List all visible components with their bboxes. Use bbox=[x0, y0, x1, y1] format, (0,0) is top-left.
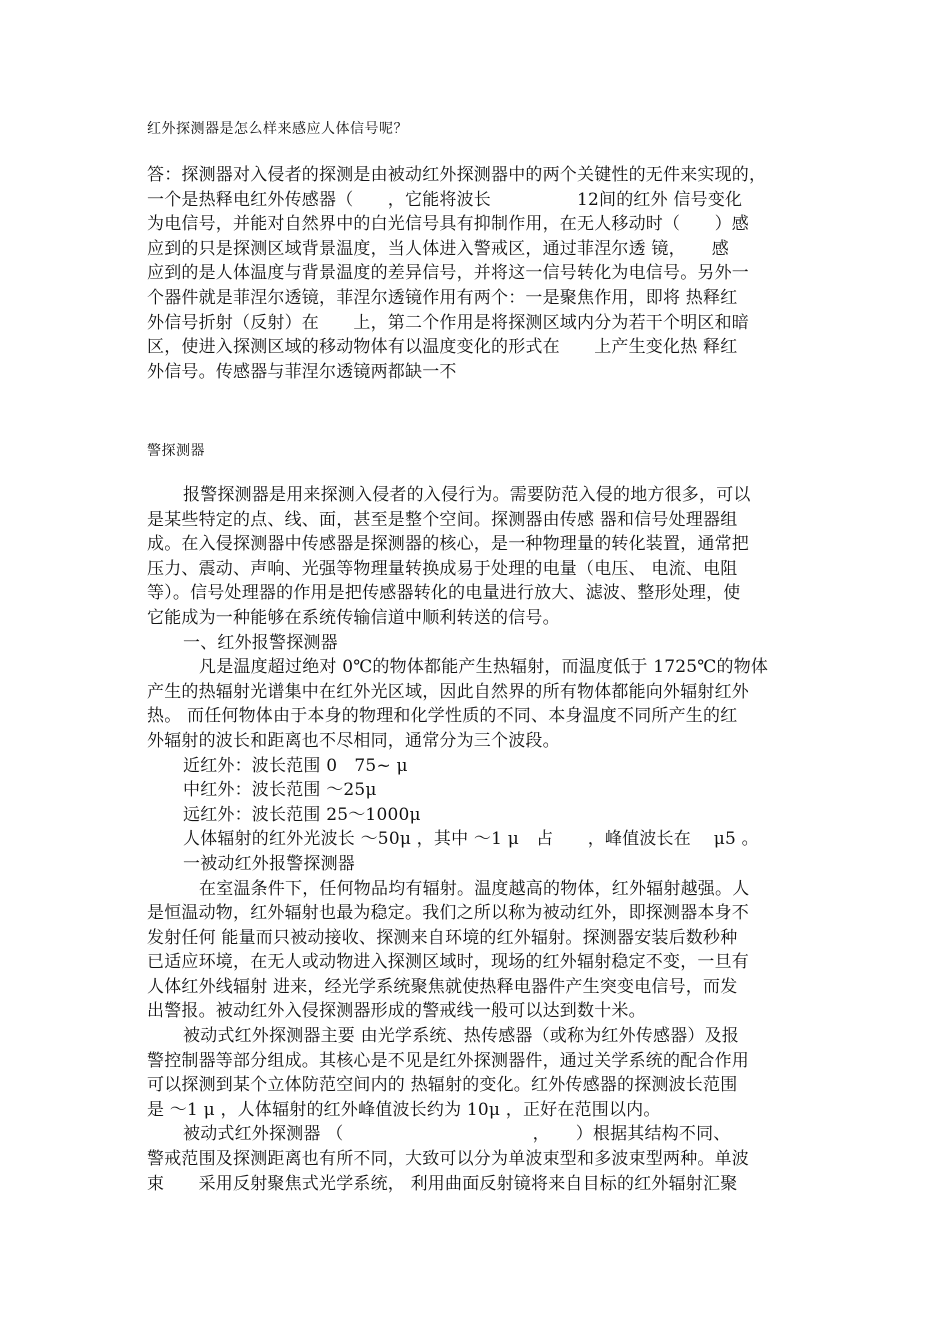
body-line: 警控制器等部分组成。其核心是不见是红外探测器件，通过关学系统的配合作用 bbox=[147, 1050, 749, 1071]
body-line: 凡是温度超过绝对 0℃的物体都能产生热辐射，而温度低于 1725℃的物体 bbox=[199, 657, 769, 678]
answer-line: 外信号折射（反射）在 上，第二个作用是将探测区域内分为若干个明区和暗 bbox=[147, 312, 749, 333]
body-line: 一、红外报警探测器 bbox=[183, 632, 338, 653]
question-title: 红外探测器是怎么样来感应人体信号呢？ bbox=[147, 121, 408, 137]
answer-line: 应到的是人体温度与背景温度的差异信号，并将这一信号转化为电信号。另外一 bbox=[147, 263, 749, 284]
answer-line: 区，使进入探测区域的移动物体有以温度变化的形式在 上产生变化热 释红 bbox=[147, 337, 738, 358]
body-paragraph bbox=[147, 483, 817, 1196]
body-line: 一被动红外报警探测器 bbox=[183, 853, 355, 874]
body-line: 人体辐射的红外光波长 ～50μ ，其中 ～1 μ 占 ，峰值波长在 μ5 。 bbox=[183, 829, 759, 850]
body-line: 出警报。被动红外入侵探测器形成的警戒线一般可以达到数十米。 bbox=[147, 1001, 646, 1022]
body-line: 被动式红外探测器主要 由光学系统、热传感器（或称为红外传感器）及报 bbox=[183, 1026, 740, 1047]
body-line: 被动式红外探测器 （ ， ）根据其结构不同、 bbox=[183, 1124, 731, 1145]
body-line: 外辐射的波长和距离也不尽相同，通常分为三个波段。 bbox=[147, 730, 560, 751]
body-line: 远红外：波长范围 25～1000μ bbox=[183, 804, 421, 825]
body-line: 中红外：波长范围 ～25μ bbox=[183, 780, 377, 801]
body-line: 已适应环境，在无人或动物进入探测区域时，现场的红外辐射稳定不变，一旦有 bbox=[147, 952, 749, 973]
body-line: 压力、震动、声响、光强等物理量转换成易于处理的电量（电压、 电流、电阻 bbox=[147, 558, 738, 579]
answer-line: 应到的只是探测区域背景温度，当人体进入警戒区，通过菲涅尔透 镜， 感 bbox=[147, 238, 729, 259]
body-line: 是恒温动物，红外辐射也最为稳定。我们之所以称为被动红外，即探测器本身不 bbox=[147, 903, 749, 924]
body-line: 在室温条件下，任何物品均有辐射。温度越高的物体，红外辐射越强。人 bbox=[199, 878, 750, 899]
body-line: 近红外：波长范围 0 75~ μ bbox=[183, 755, 408, 776]
body-line: 成。在入侵探测器中传感器是探测器的核心，是一种物理量的转化装置，通常把 bbox=[147, 534, 749, 555]
answer-line: 一个是热释电红外传感器（ ，它能将波长 12间的红外 信号变化 bbox=[147, 189, 743, 210]
body-line: 可以探测到某个立体防范空间内的 热辐射的变化。红外传感器的探测波长范围 bbox=[147, 1075, 738, 1096]
body-line: 警戒范围及探测距离也有所不同，大致可以分为单波束型和多波束型两种。单波 bbox=[147, 1149, 749, 1170]
answer-line: 外信号。传感器与菲涅尔透镜两都缺一不 bbox=[147, 361, 457, 382]
body-line: 发射任何 能量而只被动接收、探测来自环境的红外辐射。探测器安装后数秒种 bbox=[147, 927, 738, 948]
body-line: 产生的热辐射光谱集中在红外光区域，因此自然界的所有物体都能向外辐射红外 bbox=[147, 681, 749, 702]
answer-line: 个器件就是菲涅尔透镜，菲涅尔透镜作用有两个：一是聚焦作用，即将 热释红 bbox=[147, 287, 738, 308]
body-line: 报警探测器是用来探测入侵者的入侵行为。需要防范入侵的地方很多，可以 bbox=[183, 485, 751, 505]
body-line: 人体红外线辐射 进来，经光学系统聚焦就使热释电器件产生突变电信号，而发 bbox=[147, 976, 738, 997]
body-line: 是 ～1 μ ，人体辐射的红外峰值波长约为 10μ ，正好在范围以内。 bbox=[147, 1099, 661, 1120]
body-line: 束 采用反射聚焦式光学系统， 利用曲面反射镜将来自目标的红外辐射汇聚 bbox=[147, 1173, 738, 1194]
body-line: 热。 而任何物体由于本身的物理和化学性质的不同、本身温度不同所产生的红 bbox=[147, 706, 738, 727]
body-line: 等）。信号处理器的作用是把传感器转化的电量进行放大、滤波、整形处理，使 bbox=[147, 583, 741, 604]
body-line: 它能成为一种能够在系统传输信道中顺利转送的信号。 bbox=[147, 607, 560, 628]
body-line: 是某些特定的点、线、面，甚至是整个空间。探测器由传感 器和信号处理器组 bbox=[147, 509, 738, 530]
answer-line: 答：探测器对入侵者的探测是由被动红外探测器中的两个关键性的无件来实现的， bbox=[147, 165, 767, 185]
answer-paragraph bbox=[147, 163, 817, 384]
section-title: 警探测器 bbox=[147, 443, 205, 459]
answer-line: 为电信号，并能对自然界中的白光信号具有抑制作用，在无人移动时（ ）感 bbox=[147, 214, 749, 235]
